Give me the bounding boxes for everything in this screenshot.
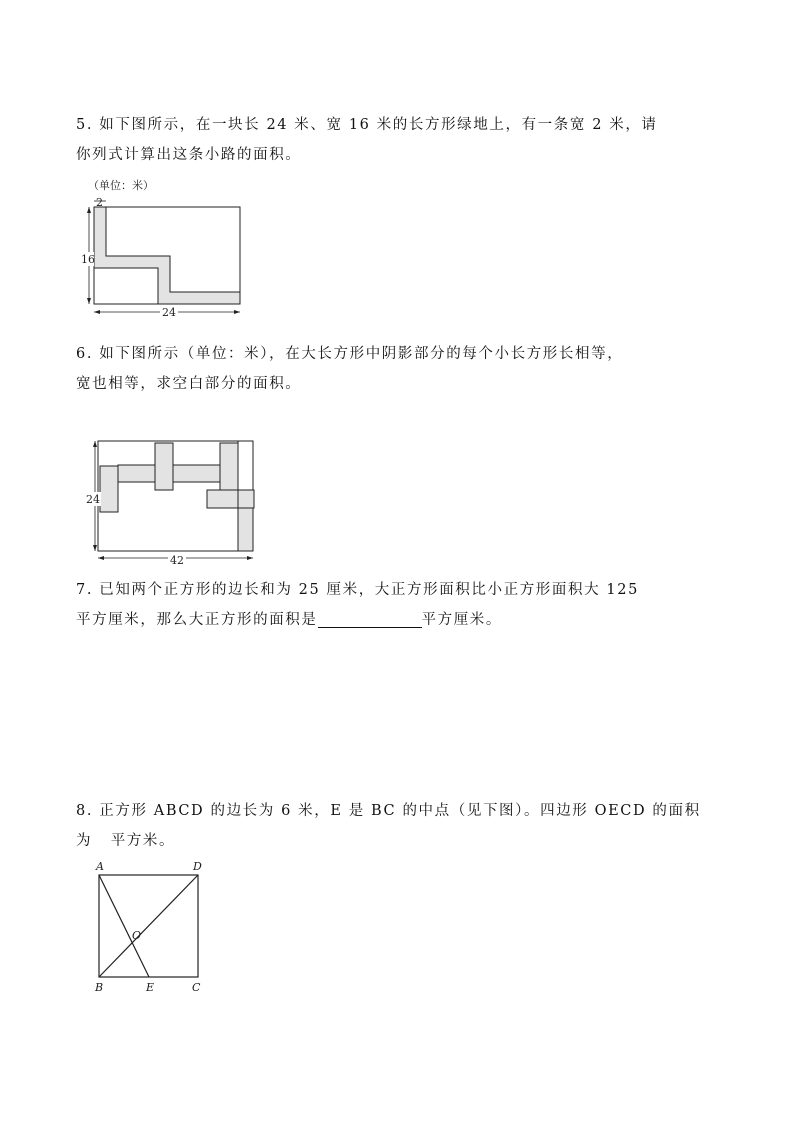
figure-8-label-A: A — [96, 860, 104, 873]
figure-5-left-arrow-top — [87, 207, 91, 213]
figure-6-small-rect-4 — [173, 465, 220, 482]
question-7 — [76, 575, 716, 635]
question-7-text-before-blank: 平方厘米，那么大正方形的面积是 — [76, 612, 318, 628]
figure-6-bottom-dim: 42 — [170, 554, 184, 567]
figure-5-path — [94, 207, 240, 304]
figure-6-left-arrow-bottom — [93, 545, 97, 551]
figure-6-bottom-arrow-right — [247, 556, 253, 560]
question-7-text-after-blank: 平方厘米。 — [421, 612, 502, 628]
question-6-figure — [82, 434, 262, 572]
question-7-line-2 — [76, 605, 716, 635]
figure-8-label-E: E — [146, 981, 155, 994]
figure-8-label-O: O — [132, 929, 142, 942]
question-8-line-1: 8. 正方形 ABCD 的边长为 6 米，E 是 BC 的中点（见下图）。四边形 OECD 的面积 — [76, 803, 701, 819]
figure-5-left-arrow-bottom — [87, 298, 91, 304]
answer-blank[interactable] — [318, 609, 422, 628]
question-6 — [76, 339, 716, 399]
question-5-line-2: 你列式计算出这条小路的面积。 — [76, 147, 302, 163]
figure-5-bottom-arrow-left — [94, 310, 100, 314]
figure-6-small-rect-3 — [155, 443, 173, 490]
figure-5-left-dim: 16 — [81, 253, 95, 266]
figure-5-top-dim: 2 — [96, 196, 103, 209]
question-5-line-1: 5. 如下图所示，在一块长 24 米、宽 16 米的长方形绿地上，有一条宽 2 米，请 — [76, 117, 658, 133]
figure-8-label-D: D — [193, 860, 202, 873]
question-8-figure — [88, 860, 218, 995]
figure-5-bottom-dim: 24 — [162, 306, 176, 319]
figure-8-line-BD — [99, 875, 198, 977]
question-5-figure — [78, 176, 248, 321]
figure-6-small-rect-7 — [238, 508, 253, 551]
figure-8-line-AE — [99, 875, 149, 977]
figure-6-bottom-arrow-left — [98, 556, 104, 560]
question-5 — [76, 110, 716, 170]
figure-5-bottom-arrow-right — [234, 310, 240, 314]
figure-8-label-C: C — [192, 981, 201, 994]
question-6-line-2: 宽也相等，求空白部分的面积。 — [76, 376, 302, 392]
figure-6-small-rect-1 — [100, 466, 118, 512]
figure-8-label-B: B — [95, 981, 104, 994]
question-6-line-1: 6. 如下图所示（单位：米），在大长方形中阴影部分的每个小长方形长相等， — [76, 346, 624, 362]
figure-6-small-rect-6 — [207, 490, 254, 508]
figure-6-left-dim: 24 — [86, 493, 100, 506]
figure-6-left-arrow-top — [93, 441, 97, 447]
figure-5-unit-label: （单位：米） — [88, 179, 154, 192]
question-8 — [76, 796, 716, 856]
figure-6-small-rect-5 — [220, 443, 238, 490]
question-7-line-1: 7. 已知两个正方形的边长和为 25 厘米，大正方形面积比小正方形面积大 125 — [76, 582, 639, 598]
question-8-line-2: 为 平方米。 — [76, 833, 176, 849]
